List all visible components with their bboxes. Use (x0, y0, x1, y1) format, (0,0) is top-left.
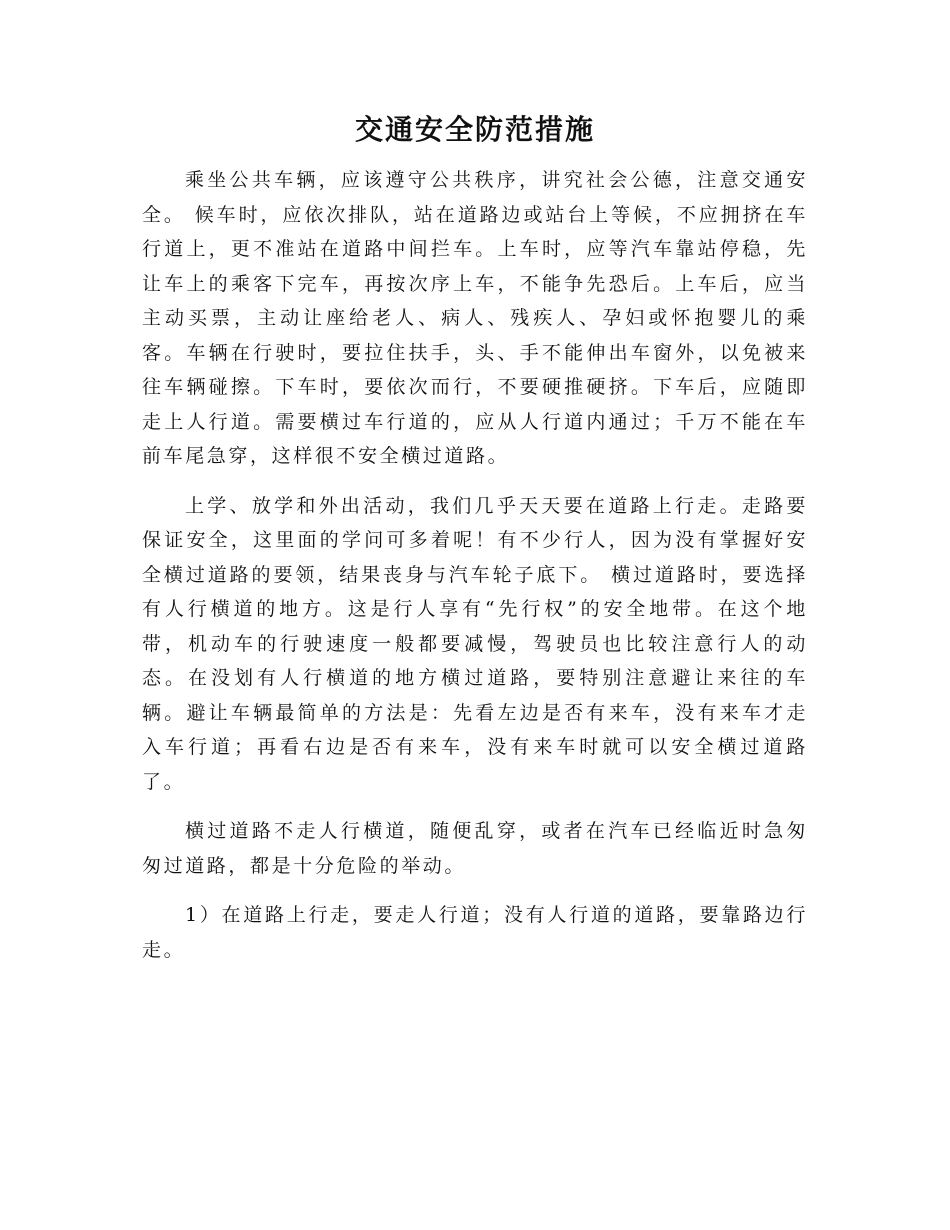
paragraph-bus-safety: 乘坐公共车辆，应该遵守公共秩序，讲究社会公德，注意交通安全。 候车时，应依次排队，站在道路边或站台上等候，不应拥挤在车行道上，更不准站在道路中间拦车。上车时，应等汽车靠站停稳，先让车上的乘客下完车，再按次序上车，不能争先恐后。上车后，应当主动买票，主动让座给老人、病人、残疾人、孕妇或怀抱婴儿的乘客。车辆在行驶时，要拉住扶手，头、手不能伸出车窗外，以免被来往车辆碰擦。下车时，要依次而行，不要硬推硬挤。下车后，应随即走上人行道。需要横过车行道的，应从人行道内通过；千万不能在车前车尾急穿，这样很不安全横过道路。 (142, 169, 808, 467)
paragraph-rule-1: 1）在道路上行走，要走人行道；没有人行道的道路，要靠路边行走。 (142, 904, 808, 961)
paragraph-danger: 横过道路不走人行横道，随便乱穿，或者在汽车已经临近时急匆匆过道路，都是十分危险的举动。 (142, 820, 808, 877)
paragraph-crossing-road: 上学、放学和外出活动，我们几乎天天要在道路上行走。走路要保证安全，这里面的学问可多着呢！有不少行人，因为没有掌握好安全横过道路的要领，结果丧身与汽车轮子底下。 横过道路时，要选择有人行横道的地方。这是行人享有“先行权”的安全地带。在这个地带，机动车的行驶速度一般都要减慢，驾驶员也比较注意行人的动态。在没划有人行横道的地方横过道路，要特别注意避让来往的车辆。避让车辆最简单的方法是：先看左边是否有来车，没有来车才走入车行道；再看右边是否有来车，没有来车时就可以安全横过道路了。 (142, 494, 808, 793)
document-body (142, 163, 808, 982)
document-title: 交通安全防范措施 (354, 113, 595, 146)
